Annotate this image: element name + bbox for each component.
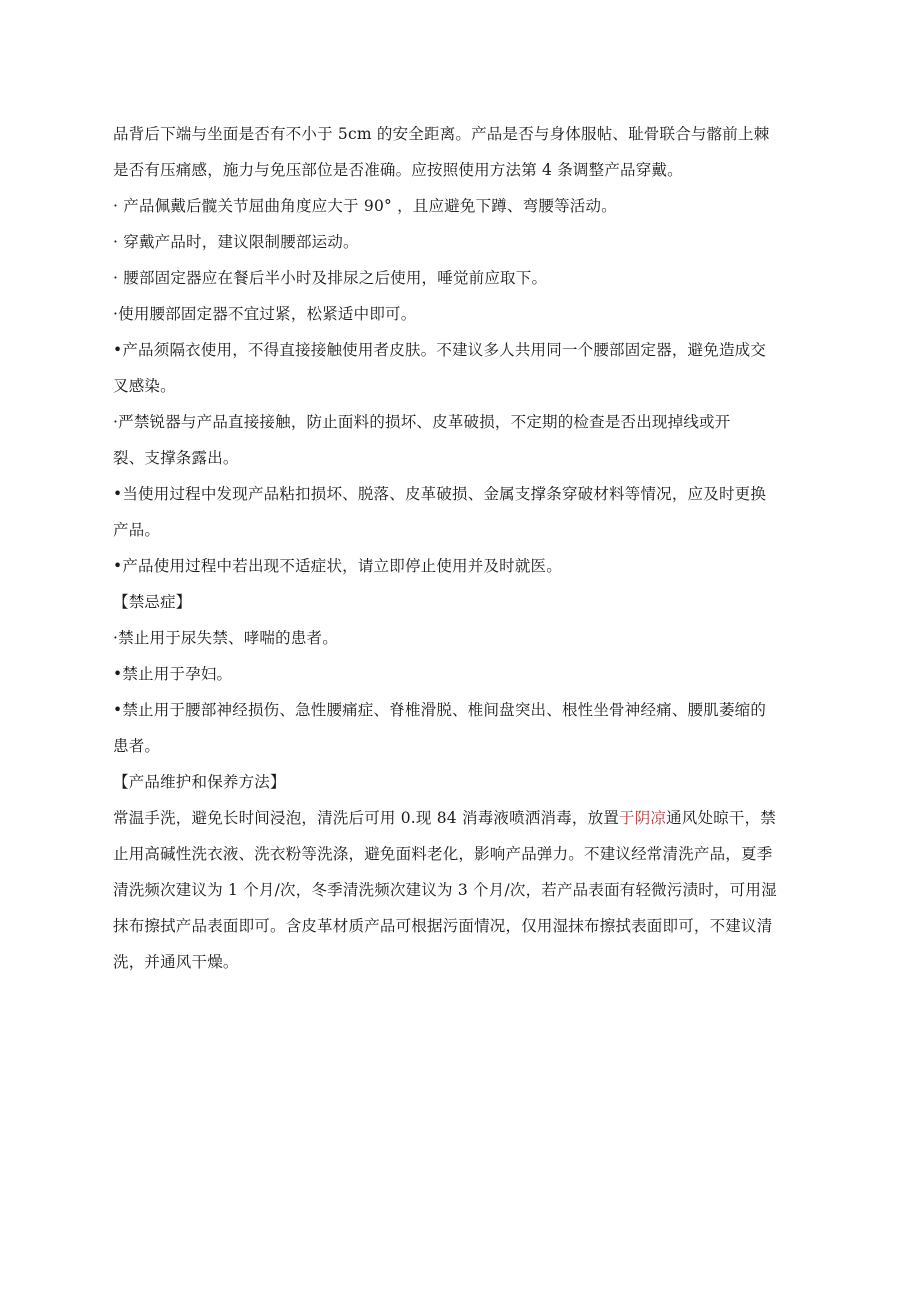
bullet-item: •产品使用过程中若出现不适症状，请立即停止使用并及时就医。 bbox=[113, 557, 562, 575]
bullet-item: ·禁止用于尿失禁、哮喘的患者。 bbox=[113, 629, 338, 647]
text-line: 是否有压痛感，施力与免压部位是否准确。应按照使用方法第 4 条调整产品穿戴。 bbox=[113, 161, 683, 179]
maintenance-line: 抹布擦拭产品表面即可。含皮革材质产品可根据污面情况，仅用湿抹布擦拭表面即可，不建议清 bbox=[113, 917, 773, 935]
maintenance-line: 洗，并通风干燥。 bbox=[113, 953, 239, 971]
maintenance-line: 止用高碱性洗衣液、洗衣粉等洗涤，避免面料老化，影响产品弹力。不建议经常清洗产品，夏季 bbox=[113, 845, 773, 863]
text-line: 叉感染。 bbox=[113, 377, 176, 395]
maintenance-line: 清洗频次建议为 1 个月/次，冬季清洗频次建议为 3 个月/次，若产品表面有轻微污渍时，可用湿 bbox=[113, 881, 777, 899]
section-heading-contraindications: 【禁忌症】 bbox=[113, 593, 192, 611]
bullet-item: •禁止用于腰部神经损伤、急性腰痛症、脊椎滑脱、椎间盘突出、根性坐骨神经痛、腰肌萎缩的 bbox=[113, 701, 767, 719]
bullet-item: · 腰部固定器应在餐后半小时及排尿之后使用，唾觉前应取下。 bbox=[113, 269, 548, 287]
text-line: 品背后下端与坐面是否有不小于 5cm 的安全距离。产品是否与身体服帖、耻骨联合与髂前上棘 bbox=[113, 125, 770, 143]
text-line: 患者。 bbox=[113, 737, 161, 755]
bullet-item: •禁止用于孕妇。 bbox=[113, 665, 233, 683]
section-heading-maintenance: 【产品维护和保养方法】 bbox=[113, 773, 286, 791]
bullet-item: •当使用过程中发现产品粘扣损坏、脱落、皮革破损、金属支撑条穿破材料等情况，应及时更换 bbox=[113, 485, 767, 503]
bullet-item: · 产品佩戴后髋关节屈曲角度应大于 90° ，且应避免下蹲、弯腰等活动。 bbox=[113, 197, 617, 215]
maintenance-line bbox=[113, 800, 829, 836]
document-body bbox=[113, 116, 829, 980]
maintenance-text: 通风处晾干，禁 bbox=[666, 809, 777, 827]
text-line: 产品。 bbox=[113, 521, 161, 539]
bullet-item: ·使用腰部固定器不宜过紧，松紧适中即可。 bbox=[113, 305, 417, 323]
bullet-item: ·严禁锐器与产品直接接触，防止面料的损坏、皮革破损，不定期的检查是否出现掉线或开 bbox=[113, 413, 731, 431]
maintenance-text: 常温手洗，避免长时间浸泡，清洗后可用 0.现 84 消毒液喷洒消毒，放置 bbox=[113, 809, 619, 827]
bullet-item: · 穿戴产品时，建议限制腰部运动。 bbox=[113, 233, 359, 251]
highlighted-text: 于阴凉 bbox=[619, 809, 667, 827]
text-line: 裂、支撑条露出。 bbox=[113, 449, 239, 467]
bullet-item: •产品须隔衣使用，不得直接接触使用者皮肤。不建议多人共用同一个腰部固定器，避免造成交 bbox=[113, 341, 767, 359]
